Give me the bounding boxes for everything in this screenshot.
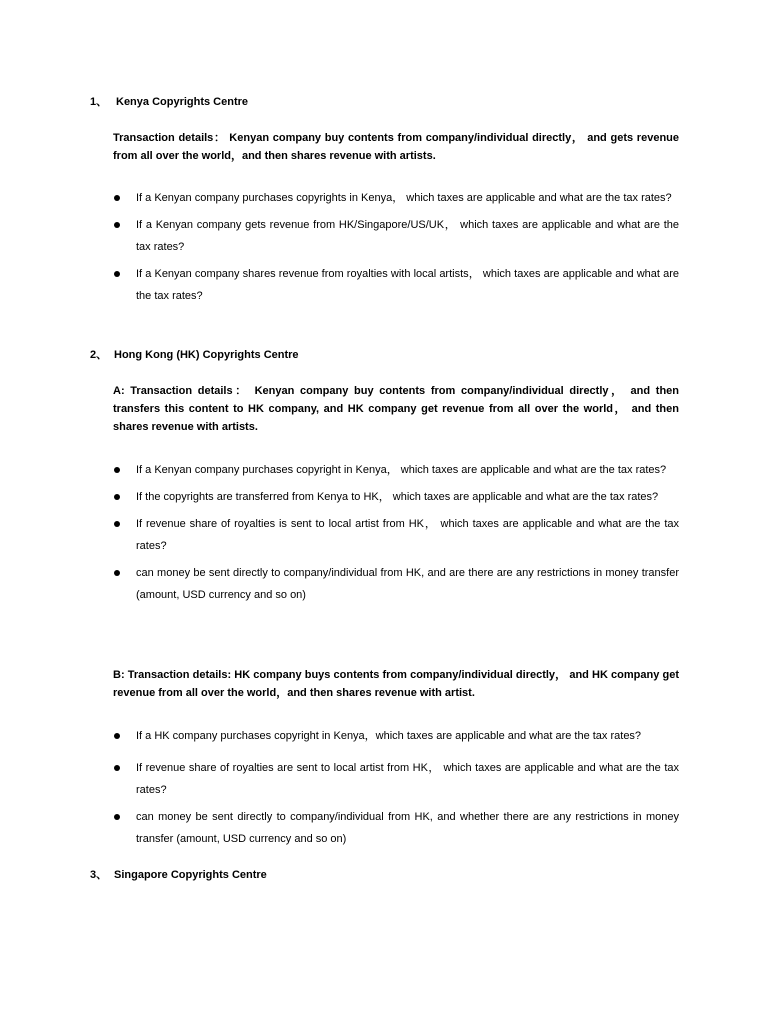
list-item [113, 562, 679, 606]
bullet-icon [114, 494, 120, 500]
section-number: 3、 [90, 869, 108, 881]
bullet-icon [114, 814, 120, 820]
bullet-icon [114, 467, 120, 473]
list-item-text: If a Kenyan company gets revenue from HK/Singapore/US/UK， which taxes are applicable and what are the tax rates? [136, 219, 679, 253]
section-heading-hong-kong [90, 348, 299, 362]
list-item-text: If revenue share of royalties is sent to local artist from HK， which taxes are applicable and what are the tax rates? [136, 518, 679, 552]
list-item-text: can money be sent directly to company/individual from HK, and whether there are any restrictions in money transfer (amount, USD currency and so on) [136, 811, 679, 845]
bullet-icon [114, 521, 120, 527]
section-title: Hong Kong (HK) Copyrights Centre [114, 349, 299, 361]
list-item-text: can money be sent directly to company/individual from HK, and are there are any restrictions in money transfer (amount, USD currency and so on) [136, 567, 679, 601]
question-list [113, 459, 679, 606]
list-item-text: If a Kenyan company purchases copyrights in Kenya， which taxes are applicable and what are the tax rates? [136, 192, 672, 204]
list-item [113, 725, 679, 747]
section-heading-kenya [90, 95, 248, 109]
list-item-text: If a Kenyan company purchases copyright in Kenya， which taxes are applicable and what are the tax rates? [136, 464, 667, 476]
transaction-details-b-paragraph: B: Transaction details: HK company buys contents from company/individual directly， and HK company get revenue from all over the world，and then shares revenue with artist. [113, 669, 679, 699]
bullet-icon [114, 271, 120, 277]
bullet-icon [114, 733, 120, 739]
list-item [113, 459, 679, 481]
bullet-icon [114, 195, 120, 201]
list-item [113, 757, 679, 801]
list-item [113, 513, 679, 557]
list-item-text: If a HK company purchases copyright in Kenya，which taxes are applicable and what are the tax rates? [136, 730, 642, 742]
list-item [113, 806, 679, 850]
section-number: 1、 [90, 96, 108, 108]
list-item [113, 214, 679, 258]
list-item [113, 187, 679, 209]
question-list [113, 187, 679, 307]
question-list [113, 725, 679, 850]
transaction-details-a-paragraph: A: Transaction details： Kenyan company buy contents from company/individual directly， and then transfers this content to HK company, and HK company get revenue from all over the world， and then shares revenue with artists. [113, 385, 679, 433]
list-item-text: If revenue share of royalties are sent to local artist from HK， which taxes are applicable and what are the tax rates? [136, 762, 679, 796]
section-title: Kenya Copyrights Centre [116, 96, 249, 108]
bullet-icon [114, 570, 120, 576]
transaction-details-paragraph: Transaction details： Kenyan company buy contents from company/individual directly， and gets revenue from all over the world，and then shares revenue with artists. [113, 132, 679, 162]
list-item [113, 263, 679, 307]
section-title: Singapore Copyrights Centre [114, 869, 267, 881]
bullet-icon [114, 222, 120, 228]
section-number: 2、 [90, 349, 108, 361]
list-item-text: If a Kenyan company shares revenue from royalties with local artists， which taxes are applicable and what are the tax rates? [136, 268, 679, 302]
bullet-icon [114, 765, 120, 771]
list-item [113, 486, 679, 508]
section-heading-singapore [90, 868, 267, 882]
list-item-text: If the copyrights are transferred from Kenya to HK， which taxes are applicable and what are the tax rates? [136, 491, 659, 503]
